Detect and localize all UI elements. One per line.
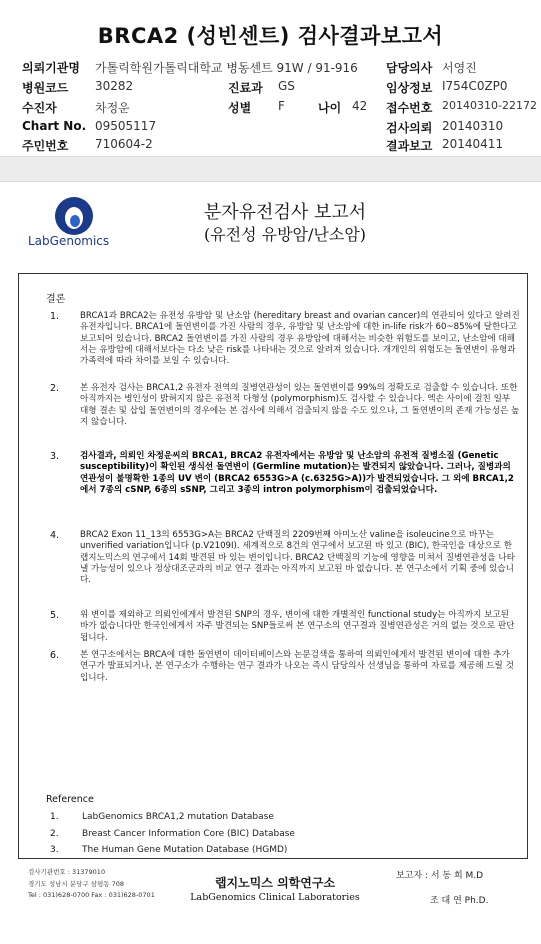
document-title: 분자유전검사 보고서 [203,202,367,223]
conclusion-label: 결론 [46,294,66,305]
item-number: 6. [50,650,60,661]
reference-text: LabGenomics BRCA1,2 mutation Database [82,812,274,822]
dept-value: GS [278,79,295,93]
doctor-label: 담당의사 [386,61,433,75]
gender-value: F [278,99,285,113]
result-value: 20140411 [442,137,504,151]
patient-value: 차정운 [95,101,130,115]
footer-phone: Tel : 031)628-0700 Fax : 031)628-0701 [28,891,155,899]
footer-license: 검사기관번호 : 31379010 [28,868,106,876]
institution-label: 의뢰기관명 [22,61,80,75]
footer-address: 경기도 성남시 분당구 삼평동 708 [28,880,125,888]
item-number: 1. [50,311,60,322]
age-label: 나이 [318,101,342,115]
age-value: 42 [352,99,368,113]
reference-number: 2. [50,829,59,839]
hospital-code-label: 병원코드 [22,81,69,95]
institution-value: 가톨릭학원가톨릭대학교 병동센트 91W / 91-916 [95,61,358,75]
gender-label: 성별 [228,101,252,115]
chart-label: Chart No. [22,119,87,133]
receipt-label: 접수번호 [386,101,433,115]
item-number: 4. [50,530,60,541]
item-text: 위 변이를 제외하고 의뢰인에게서 발견된 SNP의 경우, 변이에 대한 개별적인 functional study는 아직까지 보고된 바가 없습니다만 한국인에게서 자주 발견되는 SNP들로써 본 연구소의 연구결과 질병연관성은 거의 없는 것으로 판단됩니다. [80,610,515,643]
hospital-code-value: 30282 [95,79,134,93]
item-number: 3. [50,451,60,462]
item-text: 본 유전자 검사는 BRCA1,2 유전자 전역의 질병연관성이 있는 돌연변이를 99%의 정확도로 검출할 수 있습니다. 또한 아직까지는 병인성이 밝혀지지 않은 유전적 다형성 (polymorphism)도 검사할 수 있습니다. 엑손 사이에 걸친 일부 대형 결손 및 삽입 돌연변이의 경우에는 본 검사에 의해서 검출되지 않을 수도 있으나, 그 돌연변이의 존재 가능성은 높지 않습니다. [80,383,520,427]
doctor-value: 서영진 [442,61,477,75]
result-label: 결과보고 [386,139,433,153]
page-separator [0,156,541,182]
reference-text: The Human Gene Mutation Database (HGMD) [82,845,288,855]
logo-name: LabGenomics [28,234,110,248]
footer-reporter: 보고자 : 서 동 희 M.D [396,871,484,881]
reference-number: 1. [50,812,59,822]
request-value: 20140310 [442,119,504,133]
receipt-value: 20140310-22172 [442,99,537,112]
item-number: 5. [50,610,60,621]
reference-title: Reference [46,794,94,805]
patient-label: 수진자 [22,101,57,115]
clinical-label: 임상정보 [386,81,433,95]
dept-label: 진료과 [228,81,263,95]
chart-value: 09505117 [95,119,157,133]
item-number: 2. [50,383,60,394]
clinical-value: I754C0ZP0 [442,79,508,93]
footer-reviewer: 조 대 연 Ph.D. [430,896,489,906]
item-text: 검사결과, 의뢰인 차정운씨의 BRCA1, BRCA2 유전자에서는 유방암 및 난소암의 유전적 질병소질 (Genetic susceptibility)이 확인된 생식선 돌연변이 (Germline mutation)는 발견되지 않았습니다. 그러나, 질병과의 연관성이 불명확한 1종의 UV 변이 (BRCA2 6553G>A (c.6325G>A))가 발견되었습니다. 그 외에 BRCA1,2에서 7종의 cSNP, 6종의 sSNP, 그리고 3종의 intron polymorphism이 검출되었습니다. [80,451,514,495]
request-label: 검사의뢰 [386,121,433,135]
item-text: 본 연구소에서는 BRCA에 대한 돌연변이 데이터베이스와 논문검색을 통하여 의뢰인에게서 발견된 변이에 대한 추가 연구가 발표되거나, 본 연구소가 수행하는 연구 결과가 나오는 즉시 담당의사 선생님을 통하여 자료를 제공해 드릴 것입니다. [80,650,514,683]
footer-org-english: LabGenomics Clinical Laboratories [190,892,360,903]
item-text: BRCA1과 BRCA2는 유전성 유방암 및 난소암 (hereditary breast and ovarian cancer)의 연관되어 있다고 알려진 유전자입니다. BRCA1에 돌연변이를 가진 사람의 경우, 유방암 및 난소암에 대한 in-life risk가 60~85%에 달한다고 보고되어 있습니다. BRCA2 돌연변이를 가진 사람의 경우 유방암에 대해서는 비슷한 위험도를 보이고, 난소암에 대해서는 유방암에 대해서보다는 다소 낮은 risk를 나타내는 것으로 알려져 있습니다. 개개인의 위험도는 돌연변이 유형과 가족력에 따라 차이를 보일 수 있습니다. [80,311,520,367]
footer-org-korean: 랩지노믹스 의학연구소 [214,876,336,890]
ssn-label: 주민번호 [22,139,69,153]
reference-text: Breast Cancer Information Core (BIC) Database [82,829,295,839]
reference-number: 3. [50,845,59,855]
document-subtitle: (유전성 유방암/난소암) [203,225,367,244]
item-text: BRCA2 Exon 11_13의 6553G>A는 BRCA2 단백질의 2209번째 아미노산 valine을 isoleucine으로 바꾸는 unverified variation입니다 (p.V2109I). 세계적으로 8건의 연구에서 보고된 바 있고 (BIC), 한국인을 대상으로 한 랩지노믹스의 연구에서 14회 발견된 바 있는 변이입니다. BRCA2 단백질의 기능에 영향을 미쳐서 질병연관성을 나타낼 가능성이 있으나 정상대조군과의 비교 연구 결과는 아직까지 보고된 바 없습니다. 본 연구소에서 기획 중에 있습니다. [80,530,515,586]
ssn-value: 710604-2 [95,137,153,151]
report-title: BRCA2 (성빈센트) 검사결과보고서 [97,24,444,48]
